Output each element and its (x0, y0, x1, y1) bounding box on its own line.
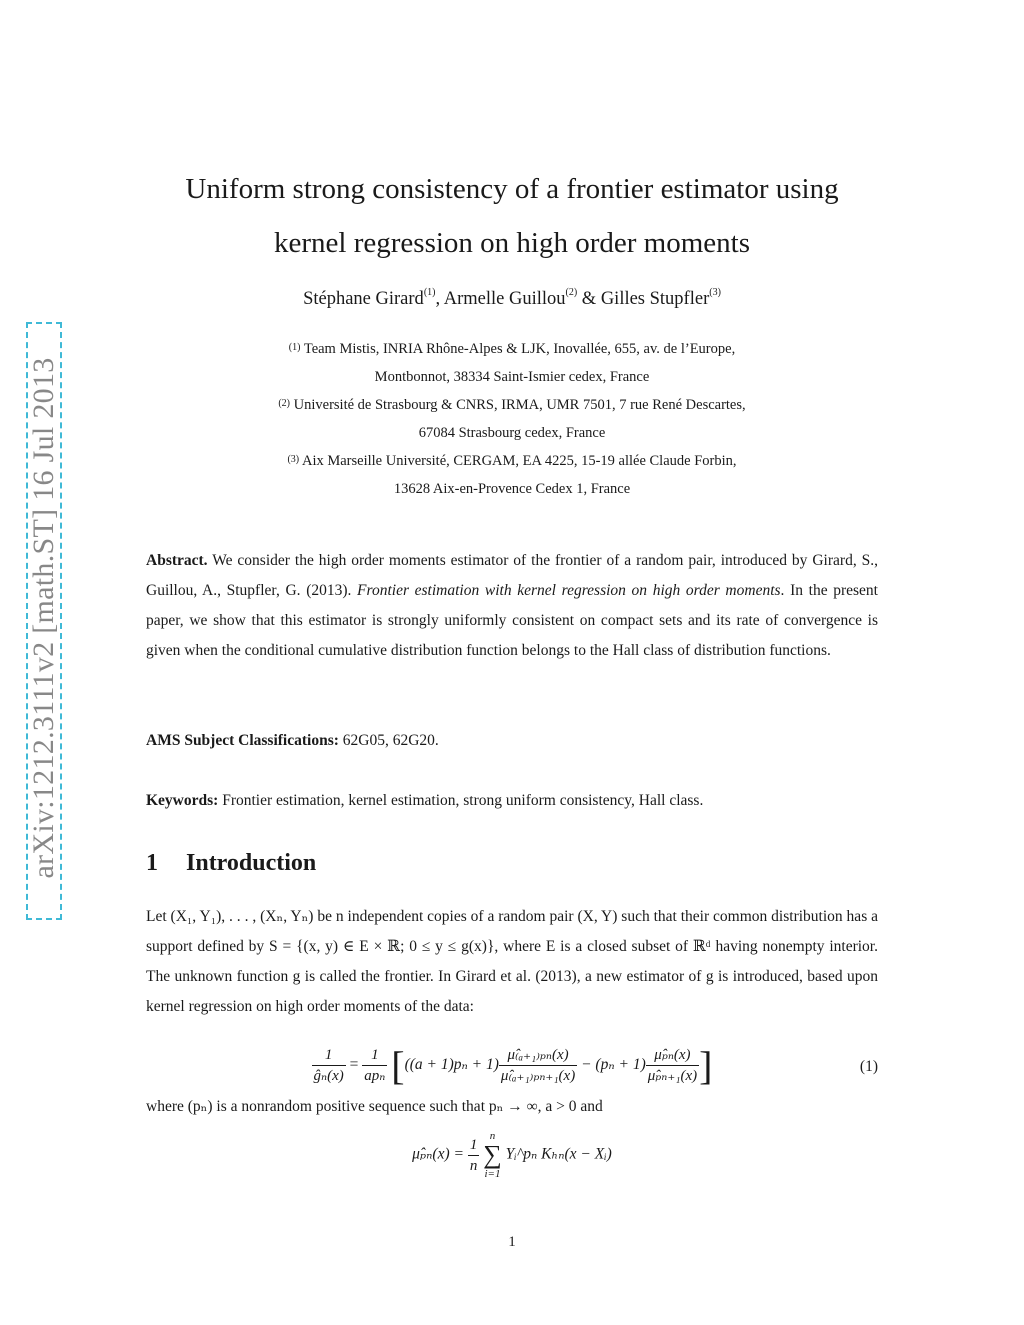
abstract-text-2: . In the present paper, we show that this estimator is strongly uniformly consistent on compact sets and its rate of convergence is given when the conditional cumulative distribution function belongs to the Hall class of distribution functions. (146, 582, 878, 659)
eq1-f2-num: μ̂ₚₙ(x) (646, 1045, 699, 1066)
eq1-f1-num: μ̂₍ₐ₊₁₎ₚₙ(x) (499, 1045, 577, 1066)
eq1-f2-den: μ̂ₚₙ₊₁(x) (647, 1068, 698, 1084)
intro-paragraph-1: Let (X₁, Y₁), . . . , (Xₙ, Yₙ) be n independent copies of a random pair (X, Y) such that their common distribution has a support defined by S = {(x, y) ∈ E × ℝ; 0 ≤ y ≤ g(x)}, where E is a closed subset of ℝᵈ having nonempty interior. The unknown function g is called the frontier. In Girard et al. (2013), a new estimator of g is introduced, based upon kernel regression on high order moments of the data: (146, 908, 878, 1015)
affiliation-1-line-1 (0, 336, 1024, 364)
affiliation-3-line-1 (0, 448, 1024, 476)
eq2-lhs: μ̂ₚₙ(x) = (412, 1145, 464, 1163)
section-number: 1 (146, 850, 158, 876)
eq2-coef-den: n (469, 1157, 478, 1174)
author-list (0, 289, 1024, 310)
author-3: Gilles Stupfler (600, 289, 710, 309)
paper-title (0, 162, 1024, 270)
affiliation-3-text: Aix Marseille Université, CERGAM, EA 4225, 15-19 allée Claude Forbin, (301, 453, 737, 469)
author-1: Stéphane Girard (303, 289, 424, 309)
author-2: Armelle Guillou (443, 289, 566, 309)
equation-1-number: (1) (859, 1058, 878, 1075)
eq2-sum (483, 1130, 502, 1180)
author-2-mark: (2) (565, 287, 578, 298)
eq1-lhs-den: ĝₙ(x) (313, 1068, 344, 1084)
abstract-cited-title: Frontier estimation with kernel regression on high order moments (357, 582, 781, 599)
eq1-term-1: ((a + 1)pₙ + 1) (404, 1056, 499, 1074)
keywords-label: Keywords: (146, 792, 219, 809)
ams-classification (146, 726, 878, 756)
author-1-mark: (1) (423, 287, 436, 298)
arxiv-stamp: arXiv:1212.3111v2 [math.ST] 16 Jul 2013 (27, 357, 60, 879)
eq1-lhs-num: 1 (312, 1045, 346, 1066)
affiliation-2-line-2: 67084 Strasbourg cedex, France (418, 425, 606, 441)
author-3-mark: (3) (709, 287, 721, 298)
eq1-term-2: − (pₙ + 1) (577, 1056, 646, 1074)
eq1-coef-num: 1 (362, 1045, 387, 1066)
section-title: Introduction (186, 850, 317, 876)
affiliation-1-text: Team Mistis, INRIA Rhône-Alpes & LJK, Inovallée, 655, av. de l’Europe, (303, 341, 736, 357)
author-sep-2: & (577, 289, 601, 309)
eq1-coef (362, 1045, 387, 1086)
affiliation-1-mark: (1) (288, 342, 301, 353)
affiliation-3-mark: (3) (287, 454, 300, 465)
keywords-value: Frontier estimation, kernel estimation, strong uniform consistency, Hall class. (218, 792, 704, 809)
title-line-2: kernel regression on high order moments (274, 227, 750, 259)
equation-2 (0, 1130, 1024, 1180)
affiliation-1-line-2: Montbonnot, 38334 Saint-Ismier cedex, France (374, 369, 650, 385)
eq2-coef (468, 1135, 480, 1176)
affiliations (0, 336, 1024, 504)
eq1-right-bracket: ] (699, 1043, 713, 1088)
intro-paragraph-2: where (pₙ) is a nonrandom positive sequence such that pₙ → ∞, a > 0 and (146, 1098, 603, 1115)
eq1-coef-den: apₙ (364, 1068, 386, 1084)
eq2-sum-top: n (489, 1130, 496, 1142)
ams-label: AMS Subject Classifications: (146, 732, 339, 749)
abstract-text-1: We consider the high order moments estimator of the frontier of a random pair, introduced by Girard, S., Guillou, A., Stupfler, G. (2013). (146, 552, 878, 599)
eq2-sum-bottom: i=1 (484, 1168, 501, 1180)
abstract-label: Abstract. (146, 552, 208, 569)
eq1-fraction-1 (499, 1045, 577, 1086)
page-number: 1 (508, 1234, 516, 1250)
affiliation-2-line-1 (0, 392, 1024, 420)
eq1-left-bracket: [ (391, 1043, 405, 1088)
eq1-lhs (312, 1045, 346, 1086)
sigma-icon: ∑ (483, 1140, 502, 1169)
keywords (146, 786, 878, 816)
author-sep-1: , (435, 289, 444, 309)
eq2-rhs: Yᵢ^pₙ Kₕₙ(x − Xᵢ) (505, 1145, 612, 1163)
eq1-f1-den: μ̂₍ₐ₊₁₎ₚₙ₊₁(x) (500, 1068, 576, 1084)
eq1-fraction-2 (646, 1045, 699, 1086)
title-line-1: Uniform strong consistency of a frontier estimator using (185, 173, 839, 205)
abstract (146, 546, 878, 666)
affiliation-2-mark: (2) (278, 398, 291, 409)
ams-value: 62G05, 62G20. (338, 732, 439, 749)
eq1-equals: = (349, 1056, 359, 1074)
eq2-coef-num: 1 (468, 1135, 480, 1156)
section-heading (146, 850, 316, 877)
affiliation-2-text: Université de Strasbourg & CNRS, IRMA, UMR 7501, 7 rue René Descartes, (293, 397, 746, 413)
affiliation-3-line-2: 13628 Aix-en-Provence Cedex 1, France (393, 481, 631, 497)
